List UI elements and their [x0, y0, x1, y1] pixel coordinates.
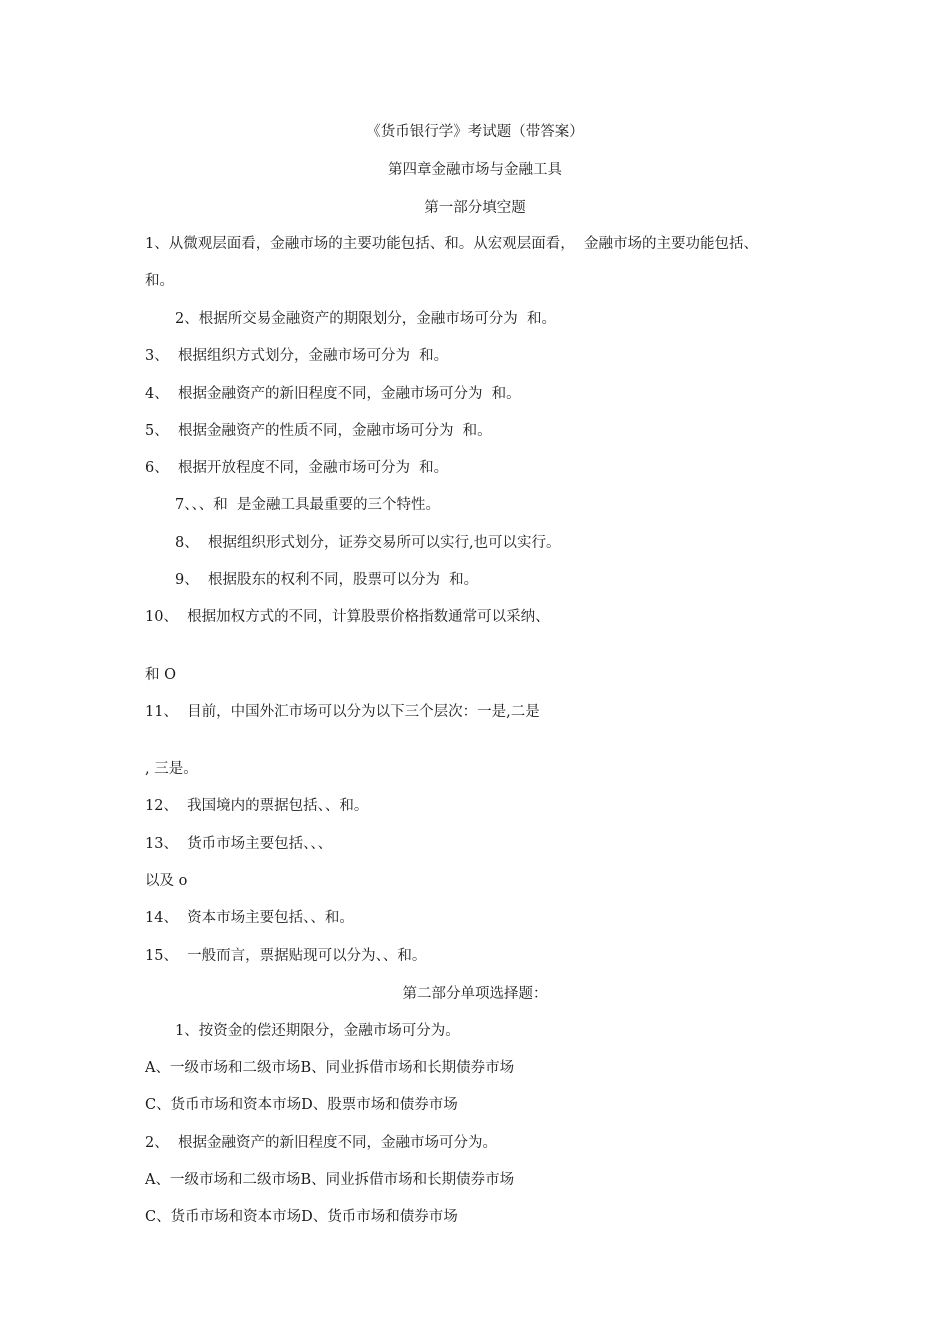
part2-q2-options-cd: C、货币市场和资本市场D、货币市场和债券市场: [145, 1209, 458, 1225]
part1-q7: 7、、、和 是金融工具最重要的三个特性。: [175, 497, 440, 513]
part2-q2: 2、 根据金融资产的新旧程度不同，金融市场可分为。: [145, 1135, 497, 1151]
part1-q9: 9、 根据股东的权利不同，股票可以分为 和。: [175, 572, 479, 588]
part1-q13-line1: 13、 货币市场主要包括、、、: [145, 836, 333, 852]
part1-q10-line1: 10、 根据加权方式的不同，计算股票价格指数通常可以采纳、: [145, 609, 550, 625]
part1-q12: 12、 我国境内的票据包括、、和。: [145, 798, 369, 814]
chapter-title: 第四章金融市场与金融工具: [388, 162, 562, 178]
part1-q8: 8、 根据组织形式划分，证券交易所可以实行,也可以实行。: [175, 535, 561, 551]
part2-q1: 1、按资金的偿还期限分，金融市场可分为。: [175, 1023, 460, 1039]
part1-q15: 15、 一般而言，票据贴现可以分为、、和。: [145, 948, 427, 964]
part1-q11-line1: 11、 目前，中国外汇市场可以分为以下三个层次：一是,二是: [145, 704, 540, 720]
part1-q4: 4、 根据金融资产的新旧程度不同，金融市场可分为 和。: [145, 386, 521, 402]
part2-q1-options-ab: A、一级市场和二级市场B、同业拆借市场和长期债券市场: [145, 1060, 515, 1076]
part2-q2-options-ab: A、一级市场和二级市场B、同业拆借市场和长期债券市场: [145, 1172, 515, 1188]
part2-q1-options-cd: C、货币市场和资本市场D、股票市场和债券市场: [145, 1097, 458, 1113]
part1-heading: 第一部分填空题: [424, 200, 526, 216]
part1-q2: 2、根据所交易金融资产的期限划分，金融市场可分为 和。: [175, 311, 556, 327]
part1-q11-line2: , 三是。: [145, 761, 198, 777]
part1-q6: 6、 根据开放程度不同，金融市场可分为 和。: [145, 460, 449, 476]
part1-q5: 5、 根据金融资产的性质不同，金融市场可分为 和。: [145, 423, 492, 439]
part1-q1-line1: 1、从微观层面看，金融市场的主要功能包括、和。从宏观层面看， 金融市场的主要功能包括、: [145, 236, 758, 252]
part1-q1-line2: 和。: [145, 273, 174, 289]
part1-q13-line2: 以及 o: [145, 873, 188, 889]
part2-heading: 第二部分单项选择题：: [402, 986, 548, 1002]
part1-q3: 3、 根据组织方式划分，金融市场可分为 和。: [145, 348, 449, 364]
part1-q10-line2: 和 O: [145, 667, 176, 683]
part1-q14: 14、 资本市场主要包括、、和。: [145, 910, 354, 926]
document-title: 《货币银行学》考试题（带答案）: [366, 124, 584, 140]
